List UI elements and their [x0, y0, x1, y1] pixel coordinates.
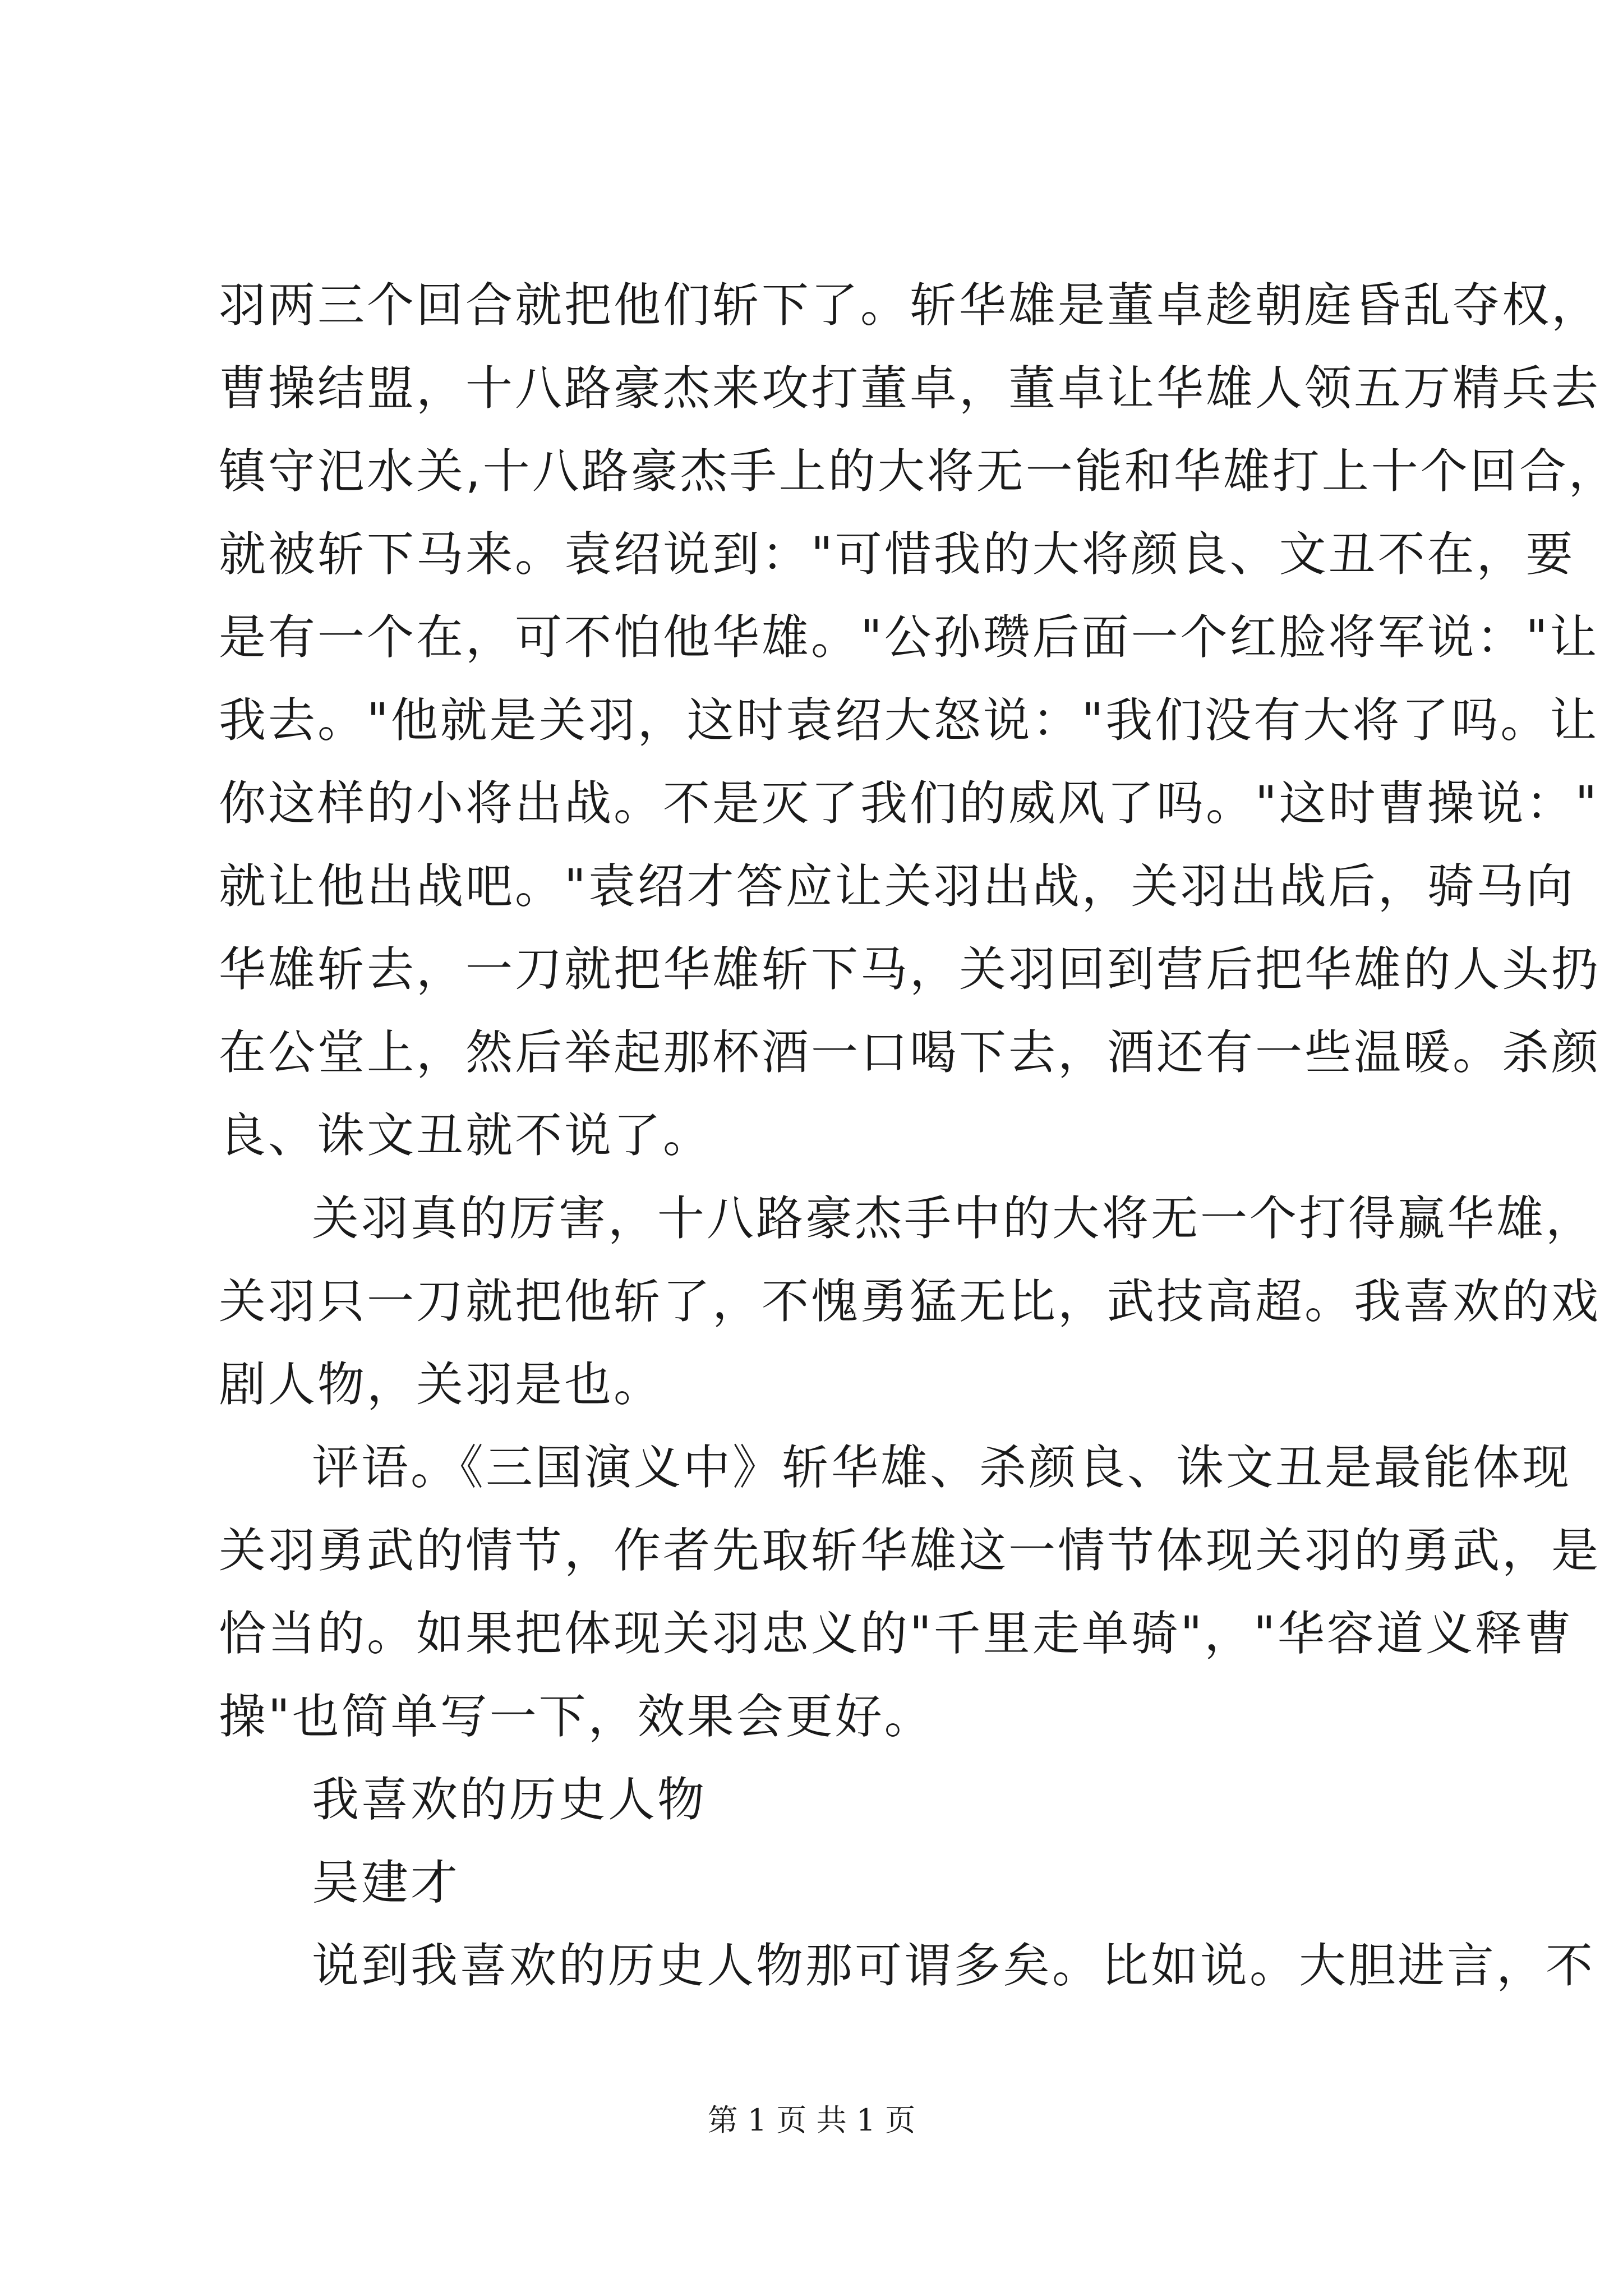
body-line: 羽两三个回合就把他们斩下了。斩华雄是董卓趁朝庭昏乱夺权， [219, 278, 1601, 333]
body-line: 是有一个在，可不怕他华雄。"公孙瓒后面一个红脸将军说："让 [219, 610, 1599, 665]
paragraph-start-line: 评语。《三国演义中》斩华雄、杀颜良、诛文丑是最能体现 [312, 1440, 1572, 1495]
body-line: 在公堂上，然后举起那杯酒一口喝下去，酒还有一些温暖。杀颜 [219, 1025, 1601, 1080]
body-line: 良、诛文丑就不说了。 [219, 1108, 713, 1163]
body-line: 关羽只一刀就把他斩了，不愧勇猛无比，武技高超。我喜欢的戏 [219, 1274, 1601, 1329]
body-line: 镇守汜水关,十八路豪杰手上的大将无一能和华雄打上十个回合， [219, 444, 1618, 499]
body-line: 操"也简单写一下，效果会更好。 [219, 1689, 934, 1744]
author-name: 吴建才 [312, 1855, 460, 1910]
document-body [219, 264, 1618, 2007]
paragraph-start-line: 说到我喜欢的历史人物那可谓多矣。比如说。大胆进言，不 [312, 1938, 1596, 1993]
body-line: 剧人物，关羽是也。 [219, 1357, 663, 1412]
paragraph-start-line: 关羽真的厉害，十八路豪杰手中的大将无一个打得赢华雄， [312, 1191, 1596, 1246]
body-line: 曹操结盟，十八路豪杰来攻打董卓，董卓让华雄人领五万精兵去 [219, 361, 1601, 416]
body-line: 华雄斩去，一刀就把华雄斩下马，关羽回到营后把华雄的人头扔 [219, 942, 1601, 997]
body-line: 关羽勇武的情节，作者先取斩华雄这一情节体现关羽的勇武，是 [219, 1523, 1601, 1578]
body-line: 就被斩下马来。袁绍说到："可惜我的大将颜良、文丑不在，要 [219, 527, 1575, 582]
essay-title: 我喜欢的历史人物 [312, 1772, 707, 1827]
body-line: 我去。"他就是关羽，这时袁绍大怒说："我们没有大将了吗。让 [219, 693, 1599, 748]
body-line: 你这样的小将出战。不是灭了我们的威风了吗。"这时曹操说：" [219, 776, 1599, 831]
page-footer: 第 1 页 共 1 页 [707, 2102, 916, 2138]
body-line: 就让他出战吧。"袁绍才答应让关羽出战，关羽出战后，骑马向 [219, 859, 1575, 914]
body-line: 恰当的。如果把体现关羽忠义的"千里走单骑"，"华容道义释曹 [219, 1606, 1574, 1661]
